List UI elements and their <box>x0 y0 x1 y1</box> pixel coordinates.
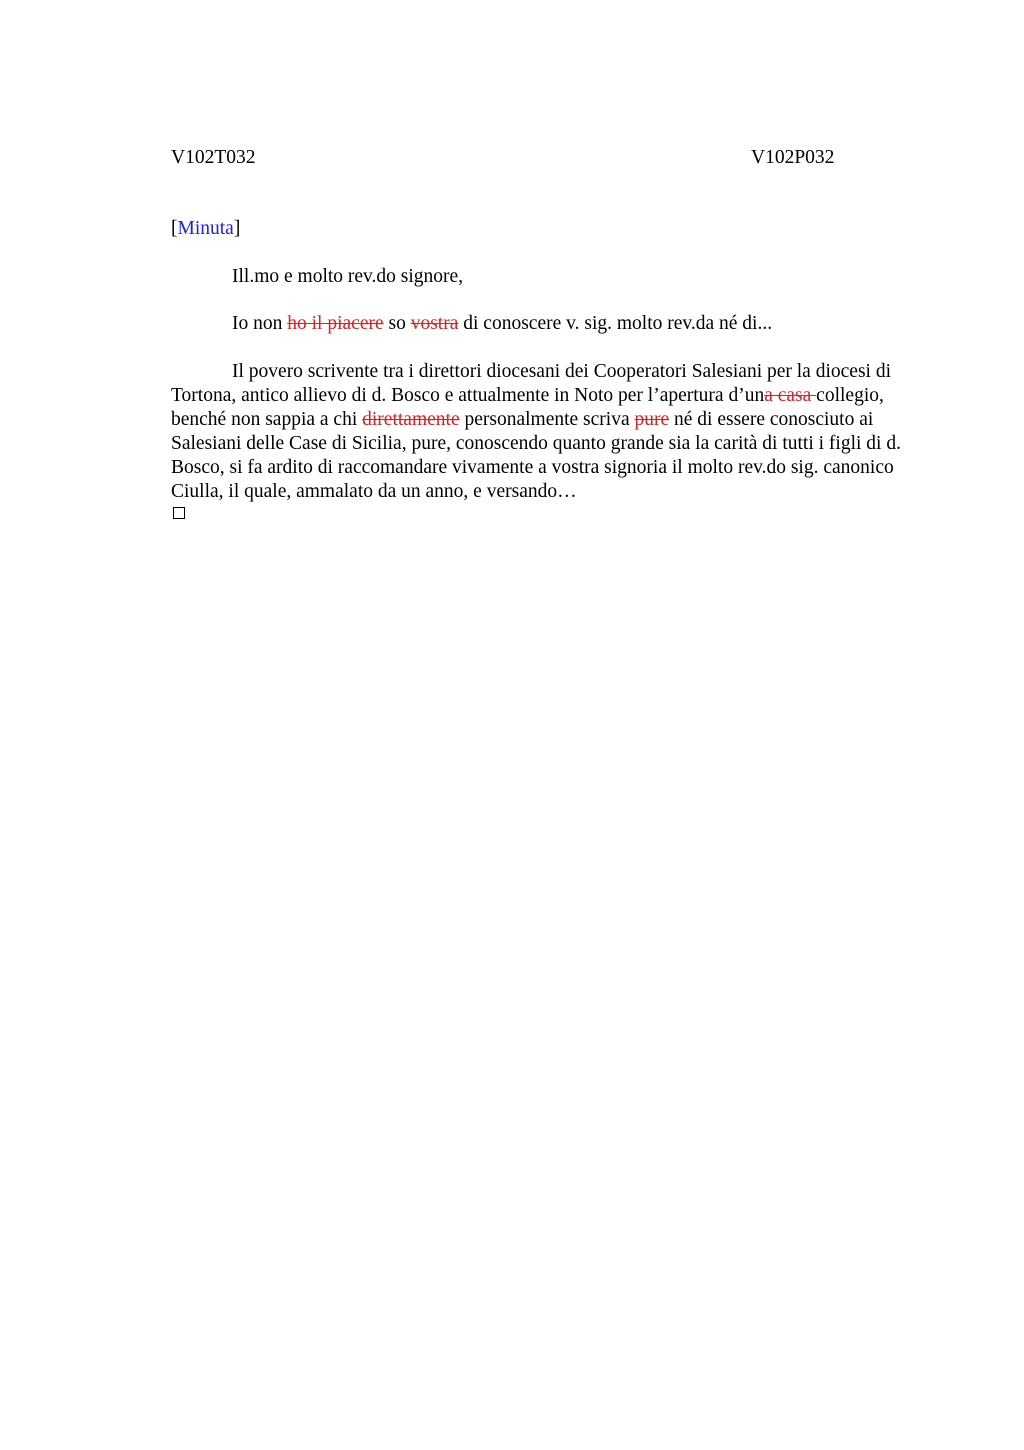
document-type-link[interactable]: Minuta <box>177 218 234 239</box>
document-type <box>171 217 240 241</box>
deleted-text: direttamente <box>362 409 460 430</box>
header-code-left: V102T032 <box>171 147 256 168</box>
paragraph-1 <box>232 312 772 336</box>
salutation: Ill.mo e molto rev.do signore, <box>232 266 464 287</box>
deleted-text: ho il piacere <box>287 313 384 334</box>
end-marker-box-icon <box>173 507 185 519</box>
paragraph-2 <box>171 360 921 504</box>
text-segment: di conoscere v. sig. molto rev.da né di... <box>458 313 773 334</box>
header-code-right: V102P032 <box>751 147 835 168</box>
deleted-text: a casa <box>764 385 817 406</box>
bracket-close: ] <box>233 218 241 239</box>
text-segment: Il povero scrivente tra i direttori diocesani dei Cooperatori Salesiani per la diocesi di Tortona, antico allievo di d. Bosco e attualmente in Noto per l’apertura d’un <box>171 361 891 406</box>
bracket-open: [ <box>171 218 178 239</box>
text-segment: so <box>383 313 411 334</box>
text-segment: collegio, benché non sappia a chi <box>171 385 884 430</box>
deleted-text: vostra <box>410 313 459 334</box>
text-segment: Io non <box>232 313 288 334</box>
deleted-text: pure <box>634 409 670 430</box>
text-segment: né di essere conosciuto ai Salesiani delle Case di Sicilia, pure, conoscendo quanto grande sia la carità di tutti i figli di d. Bosco, si fa ardito di raccomandare vivamente a vostra signoria il molto rev.do sig. canonico Ciulla, il quale, ammalato da un anno, e versando… <box>171 409 901 502</box>
text-segment: personalmente scriva <box>459 409 635 430</box>
